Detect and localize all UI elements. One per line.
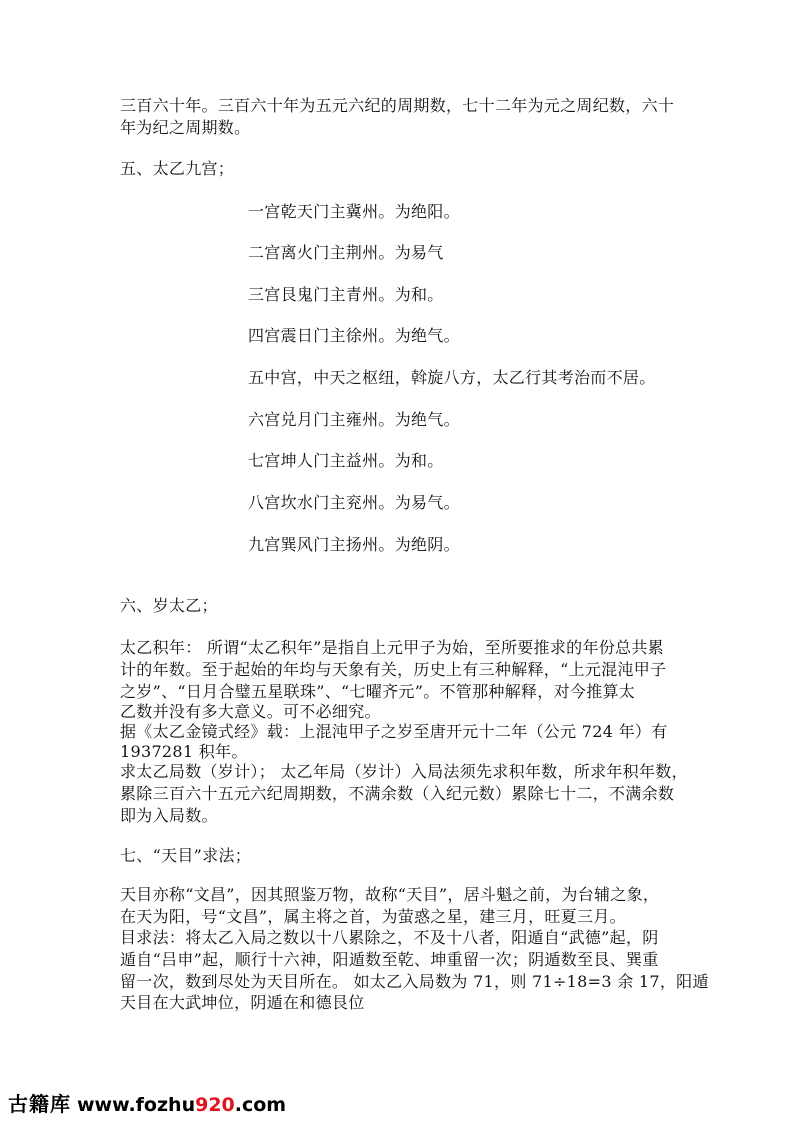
paragraph-line: 累除三百六十五元六纪周期数，不满余数（入纪元数）累除七十二，不满余数 <box>120 784 675 803</box>
watermark-url <box>77 1094 286 1116</box>
watermark-url-digits: 920 <box>195 1094 235 1116</box>
paragraph-line: 三百六十年。三百六十年为五元六纪的周期数，七十二年为元之周纪数，六十 <box>120 96 675 115</box>
site-watermark <box>8 1088 286 1114</box>
paragraph-line: 年为纪之周期数。 <box>120 118 251 137</box>
paragraph-line: 遁自“吕申”起，顺行十六神，阳遁数至乾、坤重留一次；阴遁数至艮、巽重 <box>120 950 659 969</box>
paragraph-line: 目求法：将太乙入局之数以十八累除之，不及十八者，阳遁自“武德”起，阴 <box>120 928 659 947</box>
palace-item: 二宫离火门主荆州。为易气 <box>248 243 444 262</box>
paragraph-line: 求太乙局数（岁计）； 太乙年局（岁计）入局法须先求积年数，所求年积年数， <box>120 762 688 781</box>
paragraph-line: 据《太乙金镜式经》载：上混沌甲子之岁至唐开元十二年（公元 724 年）有 <box>120 722 668 741</box>
section-heading: 七、“天目”求法； <box>120 846 252 865</box>
palace-item: 一宫乾天门主冀州。为绝阳。 <box>248 202 460 221</box>
palace-item: 五中宫，中天之枢纽，斡旋八方，太乙行其考治而不居。 <box>248 368 656 387</box>
watermark-site-name: 古籍库 <box>8 1092 71 1116</box>
section-heading: 六、岁太乙； <box>120 596 218 615</box>
paragraph-line: 在天为阳，号“文昌”，属主将之首，为萤惑之星，建三月，旺夏三月。 <box>120 907 626 926</box>
paragraph-line: 太乙积年： 所谓“太乙积年”是指自上元甲子为始，至所要推求的年份总共累 <box>120 638 664 657</box>
palace-item: 七宫坤人门主益州。为和。 <box>248 451 444 470</box>
watermark-url-prefix: www.fozhu <box>77 1094 196 1116</box>
palace-item: 六宫兑月门主雍州。为绝气。 <box>248 410 460 429</box>
paragraph-line: 乙数并没有多大意义。可不必细究。 <box>120 702 381 721</box>
paragraph-line: 天目在大武坤位，阴遁在和德艮位 <box>120 993 365 1012</box>
paragraph-line: 留一次，数到尽处为天目所在。 如太乙入局数为 71，则 71÷18=3 余 17，阳遁 <box>120 972 709 991</box>
paragraph-line: 天目亦称“文昌”，因其照鉴万物，故称“天目”，居斗魁之前，为台辅之象， <box>120 885 660 904</box>
palace-item: 八宫坎水门主兖州。为易气。 <box>248 493 460 512</box>
paragraph-line: 之岁”、“日月合璧五星联珠”、“七曜齐元”。不管那种解释，对今推算太 <box>120 682 636 701</box>
palace-item: 三宫艮鬼门主青州。为和。 <box>248 285 444 304</box>
paragraph-line: 即为入局数。 <box>120 806 218 825</box>
palace-item: 九宫巽风门主扬州。为绝阴。 <box>248 535 460 554</box>
watermark-url-suffix: .com <box>234 1094 287 1116</box>
section-heading: 五、太乙九宫； <box>120 159 235 178</box>
paragraph-line: 计的年数。至于起始的年均与天象有关，历史上有三种解释，“上元混沌甲子 <box>120 660 667 679</box>
paragraph-line: 1937281 积年。 <box>120 742 248 761</box>
palace-item: 四宫震日门主徐州。为绝气。 <box>248 326 460 345</box>
